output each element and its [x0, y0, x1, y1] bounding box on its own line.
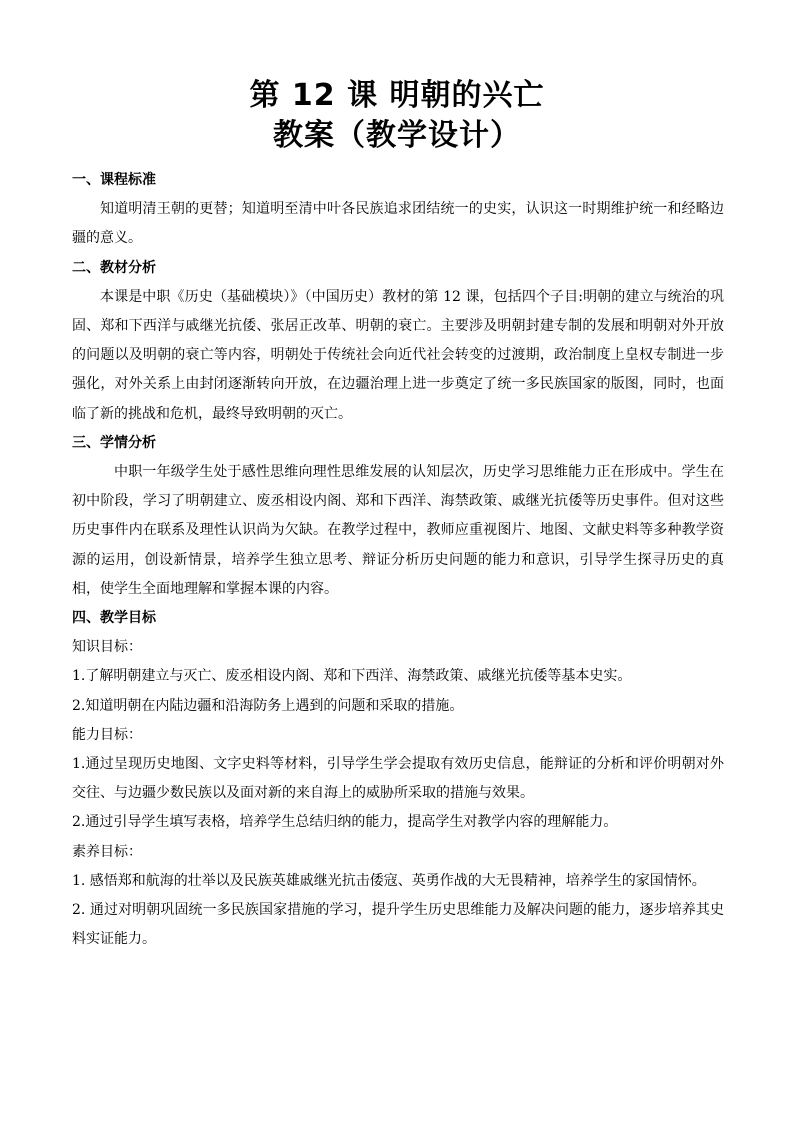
paragraph-standards: 知道明清王朝的更替；知道明至清中叶各民族追求团结统一的史实，认识这一时期维护统一和经略边疆的意义。 — [72, 201, 724, 247]
knowledge-label: 知识目标： — [72, 639, 142, 656]
knowledge-item: 2.知道明朝在内陆边疆和沿海防务上遇到的问题和采取的措施。 — [72, 697, 464, 714]
paragraph-material: 本课是中职《历史（基础模块）》（中国历史）教材的第 12 课，包括四个子目:明朝的建立与统治的巩固、郑和下西洋与戚继光抗倭、张居正改革、明朝的衰亡。主要涉及明朝封建专制的发展和明朝对外开放的问题以及明朝的衰亡等内容，明朝处于传统社会向近代社会转变的过渡期，政治制度上皇权专制进一步强化，对外关系上由封闭逐渐转向开放，在边疆治理上进一步奠定了统一多民族国家的版图，同时，也面临了新的挑战和危机，最终导致明朝的灭亡。 — [72, 288, 724, 422]
ability-item: 2.通过引导学生填写表格，培养学生总结归纳的能力，提高学生对教学内容的理解能力。 — [72, 814, 618, 831]
literacy-item: 2. 通过对明朝巩固统一多民族国家措施的学习，提升学生历史思维能力及解决问题的能力，逐步培养其史料实证能力。 — [72, 902, 724, 948]
ability-label: 能力目标： — [72, 726, 142, 743]
paragraph-students: 中职一年级学生处于感性思维向理性思维发展的认知层次，历史学习思维能力正在形成中。学生在初中阶段，学习了明朝建立、废丞相设内阁、郑和下西洋、海禁政策、戚继光抗倭等历史事件。但对这些历史事件内在联系及理性认识尚为欠缺。在教学过程中，教师应重视图片、地图、文献史料等多种教学资源的运用，创设新情景，培养学生独立思考、辩证分析历史问题的能力和意识，引导学生探寻历史的真相，使学生全面地理解和掌握本课的内容。 — [72, 464, 724, 597]
lesson-title: 第 12 课 明朝的兴亡 — [249, 78, 545, 113]
heading-material: 二、教材分析 — [72, 259, 156, 276]
heading-goals: 四、教学目标 — [72, 610, 156, 627]
ability-item: 1.通过呈现历史地图、文字史料等材料，引导学生学会提取有效历史信息，能辩证的分析和评价明朝对外交往、与边疆少数民族以及面对新的来自海上的威胁所采取的措施与效果。 — [72, 756, 724, 802]
literacy-label: 素养目标： — [72, 843, 142, 860]
lesson-subtitle: 教案（教学设计） — [273, 118, 521, 153]
knowledge-item: 1.了解明朝建立与灭亡、废丞相设内阁、郑和下西洋、海禁政策、戚继光抗倭等基本史实。 — [72, 668, 632, 685]
literacy-item: 1. 感悟郑和航海的壮举以及民族英雄戚继光抗击倭寇、英勇作战的大无畏精神，培养学生的家国情怀。 — [72, 872, 706, 889]
heading-standards: 一、课程标准 — [72, 172, 156, 188]
heading-students: 三、学情分析 — [72, 434, 156, 451]
document-body — [72, 166, 724, 954]
